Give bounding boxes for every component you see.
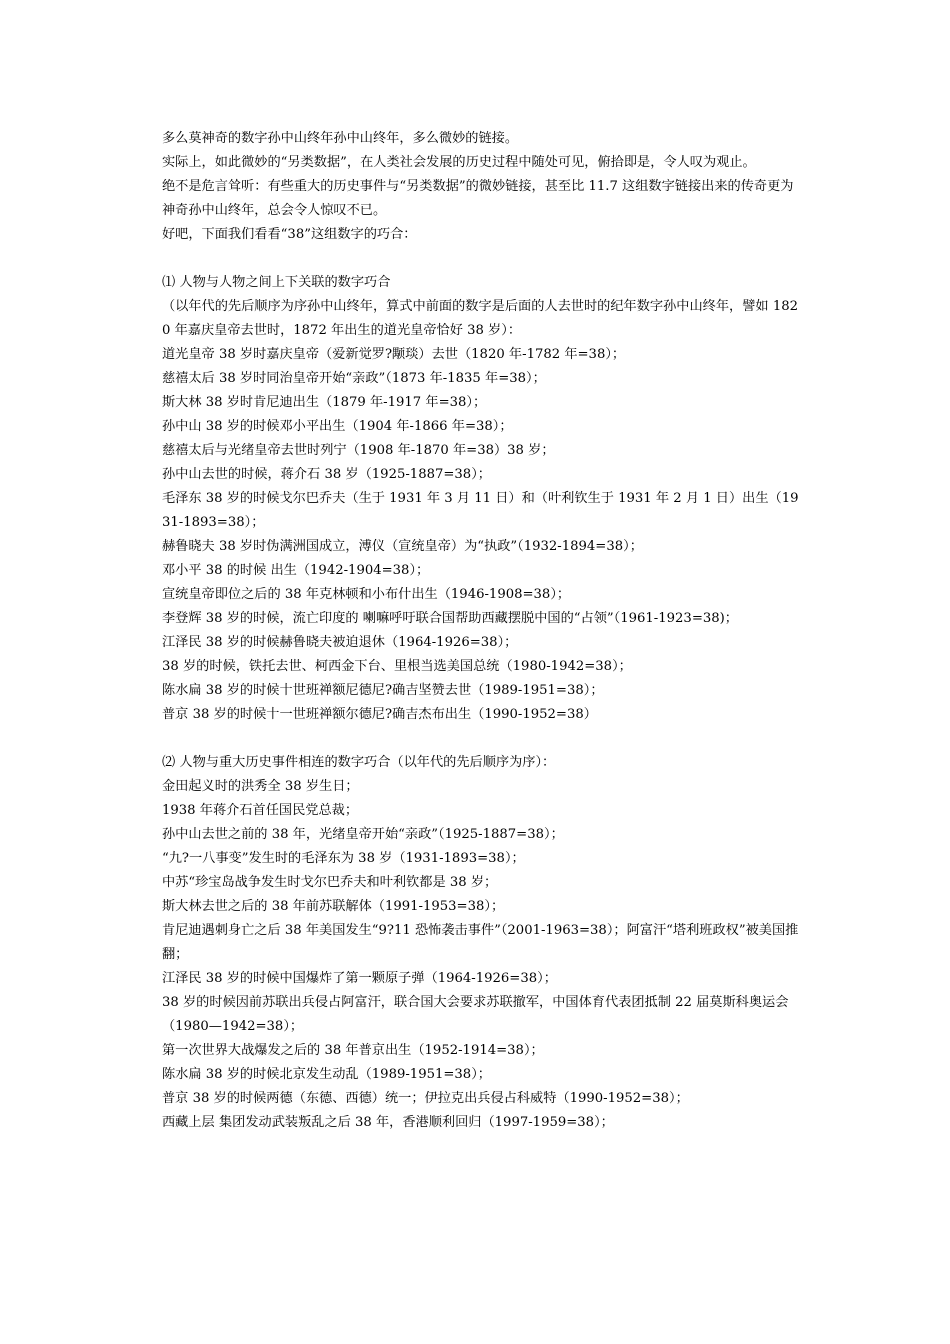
section2-item: 1938 年蒋介石首任国民党总裁； bbox=[162, 803, 359, 818]
intro-paragraph: 实际上，如此微妙的“另类数据”，在人类社会发展的历史过程中随处可见，俯拾即是，令人叹为观止。 bbox=[162, 155, 756, 170]
section2-item: 江泽民 38 岁的时候中国爆炸了第一颗原子弹（1964-1926=38）； bbox=[162, 971, 557, 986]
section1-item: 斯大林 38 岁时肯尼迪出生（1879 年-1917 年=38）； bbox=[162, 395, 487, 410]
section2-heading: ⑵ 人物与重大历史事件相连的数字巧合（以年代的先后顺序为序）： bbox=[162, 755, 556, 770]
section1-item: 38 岁的时候，铁托去世、柯西金下台、里根当选美国总统（1980-1942=38）； bbox=[162, 659, 632, 674]
section1-item: 慈禧太后 38 岁时同治皇帝开始“亲政”（1873 年-1835 年=38）； bbox=[162, 371, 546, 386]
section1-item: 赫鲁晓夫 38 岁时伪满洲国成立，溥仪（宣统皇帝）为“执政”（1932-1894=38）； bbox=[162, 539, 643, 554]
section1-item: 李登辉 38 岁的时候，流亡印度的 喇嘛呼吁联合国帮助西藏摆脱中国的“占领”（1961-1923=38)； bbox=[162, 611, 738, 626]
section2-item: 西藏上层 集团发动武装叛乱之后 38 年，香港顺利回归（1997-1959=38）； bbox=[162, 1115, 614, 1130]
section1-note: （以年代的先后顺序为序孙中山终年，算式中前面的数字是后面的人去世时的纪年数字孙中山终年，譬如 1820 年嘉庆皇帝去世时，1872 年出生的道光皇帝恰好 38 岁）： bbox=[162, 299, 798, 338]
section2-item: 斯大林去世之后的 38 年前苏联解体（1991-1953=38）； bbox=[162, 899, 505, 914]
intro-paragraph: 多么莫神奇的数字孙中山终年孙中山终年，多么微妙的链接。 bbox=[162, 131, 519, 146]
section2-item: “九?一八事变”发生时的毛泽东为 38 岁（1931-1893=38）； bbox=[162, 851, 525, 866]
section2-item: 普京 38 岁的时候两德（东德、西德）统一；伊拉克出兵侵占科威特（1990-1952=38）； bbox=[162, 1091, 689, 1106]
document-body bbox=[162, 127, 802, 1135]
section2-item: 38 岁的时候因前苏联出兵侵占阿富汗，联合国大会要求苏联撤军，中国体育代表团抵制 22 届莫斯科奥运会（1980—1942=38）； bbox=[162, 995, 789, 1034]
intro-paragraph: 绝不是危言耸听：有些重大的历史事件与“另类数据”的微妙链接，甚至比 11.7 这组数字链接出来的传奇更为神奇孙中山终年，总会令人惊叹不已。 bbox=[162, 179, 794, 218]
section1-item: 陈水扁 38 岁的时候十世班禅额尼德尼?确吉坚赞去世（1989-1951=38）； bbox=[162, 683, 604, 698]
section1-item: 宣统皇帝即位之后的 38 年克林顿和小布什出生（1946-1908=38）； bbox=[162, 587, 571, 602]
section2-item: 金田起义时的洪秀全 38 岁生日； bbox=[162, 779, 359, 794]
section1-item: 慈禧太后与光绪皇帝去世时列宁（1908 年-1870 年=38）38 岁； bbox=[162, 443, 555, 458]
section2-item: 陈水扁 38 岁的时候北京发生动乱（1989-1951=38）； bbox=[162, 1067, 491, 1082]
section1-item: 孙中山去世的时候，蒋介石 38 岁（1925-1887=38）； bbox=[162, 467, 491, 482]
section1-item: 江泽民 38 岁的时候赫鲁晓夫被迫退休（1964-1926=38）； bbox=[162, 635, 518, 650]
section1-item: 孙中山 38 岁的时候邓小平出生（1904 年-1866 年=38）； bbox=[162, 419, 513, 434]
section1-item: 邓小平 38 的时候 出生（1942-1904=38）； bbox=[162, 563, 430, 578]
section1-heading: ⑴ 人物与人物之间上下关联的数字巧合 bbox=[162, 275, 391, 290]
blank-line bbox=[162, 247, 802, 271]
section1-item: 普京 38 岁的时候十一世班禅额尔德尼?确吉杰布出生（1990-1952=38） bbox=[162, 707, 597, 722]
section2-item: 第一次世界大战爆发之后的 38 年普京出生（1952-1914=38）； bbox=[162, 1043, 544, 1058]
section1-item: 道光皇帝 38 岁时嘉庆皇帝（爱新觉罗?颙琰）去世（1820 年-1782 年=38）； bbox=[162, 347, 626, 362]
section2-item: 孙中山去世之前的 38 年，光绪皇帝开始“亲政”（1925-1887=38）； bbox=[162, 827, 564, 842]
intro-paragraph: 好吧，下面我们看看“38”这组数字的巧合： bbox=[162, 227, 417, 242]
section2-item: 中苏“珍宝岛战争发生时戈尔巴乔夫和叶利钦都是 38 岁； bbox=[162, 875, 498, 890]
section1-item: 毛泽东 38 岁的时候戈尔巴乔夫（生于 1931 年 3 月 11 日）和（叶利钦生于 1931 年 2 月 1 日）出生（1931-1893=38）； bbox=[162, 491, 799, 530]
section2-item: 肯尼迪遇刺身亡之后 38 年美国发生“9?11 恐怖袭击事件”（2001-1963=38）；阿富汗“塔利班政权”被美国推翻； bbox=[162, 923, 799, 962]
blank-line bbox=[162, 727, 802, 751]
